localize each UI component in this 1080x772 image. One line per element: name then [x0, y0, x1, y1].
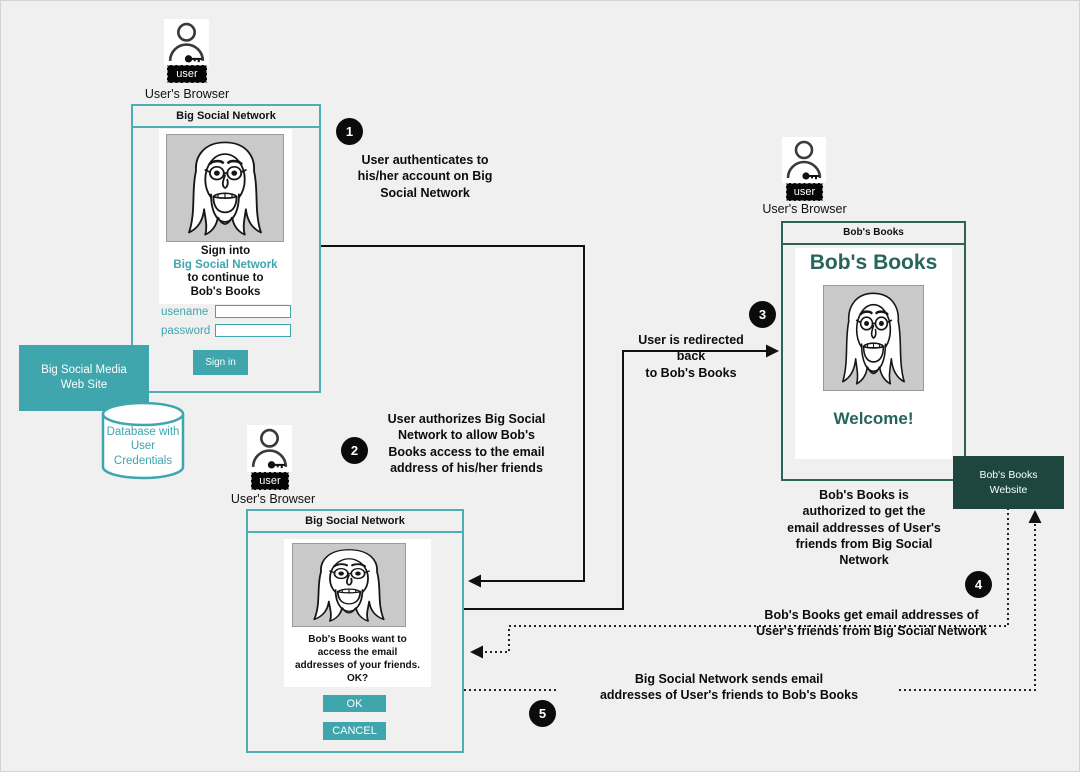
browser-label: User's Browser [230, 492, 316, 506]
signin-line-2: Big Social Network [173, 258, 278, 271]
authorized-note: Bob's Books is authorized to get the email addresses of User's friends from Big Social Network [787, 488, 941, 567]
bobs-books-heading: Bob's Books [809, 251, 938, 274]
big-social-media-box: Big Social Media Web Site [19, 345, 149, 411]
username-label: usename [161, 306, 209, 318]
user-badge: user [786, 183, 823, 201]
sign-in-button[interactable]: Sign in [193, 350, 248, 375]
caricature-image [823, 285, 924, 391]
step-5-badge: 5 [529, 700, 556, 727]
step-3-text: User is redirected back to Bob's Books [638, 333, 744, 380]
database-icon [101, 401, 185, 480]
step-2-badge: 2 [341, 437, 368, 464]
step-4-badge: 4 [965, 571, 992, 598]
ok-button[interactable]: OK [323, 695, 386, 712]
consent-prompt: Bob's Books want to access the email addresses of your friends. OK? [294, 634, 421, 684]
browser-label: User's Browser [762, 202, 847, 216]
password-input[interactable] [215, 324, 291, 337]
caricature-image [166, 134, 284, 242]
bobs-books-website-box: Bob's Books Website [953, 456, 1064, 509]
big-social-network-window-consent [246, 509, 464, 753]
step-5-text: Big Social Network sends email addresses of User's friends to Bob's Books [559, 671, 899, 704]
welcome-text: Welcome! [833, 409, 914, 428]
user-badge: user [167, 65, 207, 83]
step-4-text: Bob's Books get email addresses of User's friends from Big Social Network [756, 608, 987, 639]
window-title: Bob's Books [783, 223, 964, 245]
signin-text [159, 245, 292, 299]
password-label: password [161, 325, 211, 337]
big-social-network-window-signin [131, 104, 321, 393]
step-1-badge: 1 [336, 118, 363, 145]
signin-line-4: Bob's Books [190, 285, 261, 298]
signin-line-3: to continue to [187, 272, 264, 284]
window-title: Big Social Network [248, 511, 462, 533]
caricature-image [292, 543, 406, 627]
cancel-button[interactable]: CANCEL [323, 722, 386, 740]
database-label: Database with User Credentials [106, 426, 180, 467]
step-2-text: User authorizes Big Social Network to allow Bob's Books access to the email address of his/her friends [387, 412, 546, 475]
username-input[interactable] [215, 305, 291, 318]
signin-line-1: Sign into [200, 245, 251, 257]
step-1-text: User authenticates to his/her account on Big Social Network [357, 153, 493, 200]
window-title: Big Social Network [133, 106, 319, 128]
step-3-badge: 3 [749, 301, 776, 328]
user-badge: user [251, 472, 289, 490]
browser-label: User's Browser [144, 87, 230, 101]
bobs-books-window [781, 221, 966, 481]
